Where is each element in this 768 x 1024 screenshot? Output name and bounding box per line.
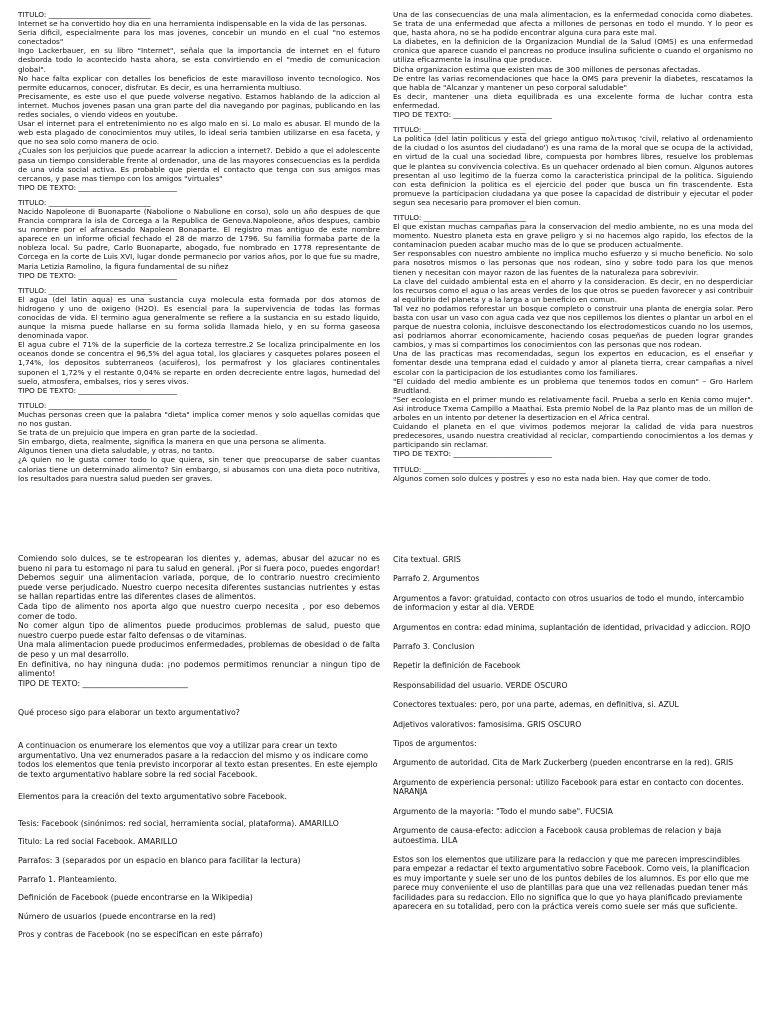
list-item: Argumentos en contra: edad minima, suplantación de identidad, privacidad y adiccion. ROJO	[393, 622, 751, 632]
paragraph: El que existan muchas campañas para la conservacion del medio ambiente, no es una moda del momento. Nuestro planeta esta en grave peligro y si no hacemos algo rapido, los efectos de la contaminacion pueden acabar mucho mas de lo que se producen actualmente.	[393, 222, 753, 250]
list-item: Argumento de autoridad. Cita de Mark Zuckerberg (pueden encontrarse en la red). GRIS	[393, 758, 734, 768]
text-block-internet	[18, 10, 380, 192]
list-item: Cita textual. GRIS	[393, 555, 461, 564]
paragraph: Ser responsables con nuestro ambiente no implica mucho esfuerzo y si mucho beneficio. No solo para nosotros mismos o las personas que nos rodean, sino y sobre todo para los que menos tienen y necesitan con mayor razon de las fuentes de la naturaleza para sobrevivir.	[393, 249, 753, 277]
paragraph: Sin embargo, dieta, realmente, significa la manera en que una persona se alimenta.	[18, 437, 327, 447]
list-item: Parrafo 1. Planteamiento.	[18, 874, 117, 884]
list-item: Adjetivos valorativos: famosisima. GRIS OSCURO	[393, 719, 582, 729]
paragraph: Ingo Lackerbauer, en su libro "Internet", señala que la importancia de internet en el futuro desborda todo lo acontecido hasta ahora, se esta convirtiendo en el "medio de comunicacion global".	[18, 46, 380, 74]
text-block-alimentacion	[18, 554, 380, 688]
paragraph: Se trata de un prejuicio que impera en gran parte de la sociedad.	[18, 428, 258, 438]
text-block-agua	[18, 286, 380, 395]
list-item: Argumento de la mayoria: "Todo el mundo sabe". FUCSIA	[393, 806, 613, 816]
title-line: TITULO: ____________________________	[18, 285, 151, 295]
text-block-dieta	[18, 401, 380, 483]
text-block-medio-ambiente	[393, 213, 753, 459]
list-item: Argumentos a favor: gratuidad, contacto con otros usuarios de todo el mundo, intercambio de informacion y estar al dia. VERDE	[393, 593, 744, 613]
paragraph: Precisamente, es este uso el que puede volverse negativo. Estamos hablando de la adiccion al internet. Muchos jovenes pasan una gran parte del dia navegando por paginas, publicando en las redes sociales, o viendo videos en youtube.	[18, 91, 380, 120]
paragraph: Debemos seguir una alimentacion variada, porque, de lo contrario nuestro crecimiento puede verse perjudicado. Nuestro cuerpo necesita diferentes sustancias nutrientes y estas se hallan repartidas entre las diferentes clases de alimentos.	[18, 573, 380, 602]
list-item: Argumento de experiencia personal: utilizo Facebook para estar en contacto con docentes. NARANJA	[393, 777, 744, 797]
list-item: Parrafo 2. Argumentos	[393, 574, 480, 584]
bottom-right-column	[393, 555, 753, 1017]
top-left-column	[18, 10, 380, 515]
paragraph: Usar el internet para el entretenimiento no es algo malo en si. Lo malo es abusar. El mundo de la web esta plagado de conocimientos muy utiles, lo ideal seria tambien utilizarse en esa faceta, y que no sea solo como manera de ocio.	[18, 119, 380, 147]
paragraph: Algunos tienen una dieta saludable, y otras, no tanto.	[18, 446, 215, 456]
list-item: Pros y contras de Facebook (no se especifican en este párrafo)	[18, 930, 263, 940]
paragraph: Algunos comen solo dulces y postres y eso no esta nada bien. Hay que comer de todo.	[393, 473, 711, 483]
paragraph: No hace falta explicar con detalles los beneficios de este maravilloso invento tecnologico. Nos permite educarnos, conocer, disfrutar. Es decir, es una herramienta multiuso.	[18, 73, 380, 92]
text-type-line: TIPO DE TEXTO: ___________________________	[18, 385, 177, 395]
text-type-line: TIPO DE TEXTO: ___________________________	[393, 449, 552, 459]
paragraph: La clave del cuidado ambiental esta en el ahorro y la consideracion. Es decir, en no desperdiciar los recursos como el agua o las areas verdes de los que otros se pueden favorecer y asi contribuir al equilibrio del planeta y a la larga a un beneficio en comun.	[393, 276, 753, 304]
paragraph: Una mala alimentacion puede producimos enfermedades, problemas de obesidad o de falta de peso y un mal desarrollo.	[18, 640, 380, 659]
list-item: Argumento de causa-efecto: adiccion a Facebook causa problemas de relacion y baja autoestima. LILA	[393, 826, 722, 845]
intro-paragraph: A continuacion os enumerare los elementos que voy a utilizar para crear un texto argumentativo. Una vez enumerados pasare a la redaccion del mismo y os indicare como todos los elementos que tenia previsto incorporar al texto estan presentes. En este ejemplo de texto argumentativo hablare sobre la red social Facebook.	[18, 740, 378, 779]
text-type-line: TIPO DE TEXTO: ___________________________	[393, 110, 552, 120]
paragraph: El agua (del latin aqua) es una sustancia cuya molecula esta formada por dos atomos de hidrogeno y uno de oxigeno (H2O). Es esencial para la supervivencia de todas las formas conocidas de vida. El termino agua generalmente se refiere a la sustancia en su estado liquido, aunque la misma puede hallarse en su forma solida llamada hielo, y en su forma gaseosa denominada vapor.	[18, 294, 380, 341]
paragraph: El agua cubre el 71% de la superficie de la corteza terrestre.2 Se localiza principalmente en los oceanos donde se concentra el 96,5% del agua total, los glaciares y casquetes polares poseen el 1,74%, los depositos subterraneos (acuiferos), los permafrost y los glaciares continentales suponen el 1,72% y el restante 0,04% se reparte en orden decreciente entre lagos, humedad del suelo, atmosfera, embalses, rios y seres vivos.	[18, 340, 380, 386]
text-type-line: TIPO DE TEXTO: ___________________________	[18, 678, 188, 688]
paragraph: Es decir, mantener una dieta equilibrada es una excelente forma de luchar contra esta enfermedad.	[393, 91, 753, 110]
paragraph: TITULO: ____________________________	[18, 10, 151, 19]
paragraph: Comiendo solo dulces, se te estropearan los dientes y, ademas, abusar del azucar no es bueno ni para tu estomago ni para tu salud en general. ¡Por si fuera poco, puedes engordar!	[18, 554, 380, 573]
closing-paragraph: Estos son los elementos que utilizare para la redaccion y que me parecen imprescindibles para empezar a redactar el texto argumentativo sobre Facebook. Como veis, la planificacion es muy importante y suele ser uno de los puntos debiles de los alumnos. Es por ello que me parece muy conveniente el uso de plantillas para que una vez rellenadas puedan tener más facilidades para su redaccion. Ello no significa que lo que yo haya planificado previamente aparecera en su totalidad, pero con la práctica vereis como suele ser más que suficiente.	[393, 854, 750, 911]
title-line: TITULO: ____________________________	[18, 197, 151, 207]
bottom-left-column	[18, 554, 380, 1016]
paragraph: "El cuidado del medio ambiente es un problema que tenemos todos en comun" – Gro Harlem Brudtland.	[393, 376, 753, 395]
paragraph: La politica (del latin politicus y esta del griego antiguo πολιτικος 'civil, relativo al ordenamiento de la ciudad o los asuntos del ciudadano') es una rama de la moral que se ocupa de la actividad, en virtud de la cual una sociedad libre, compuesta por hombres libres, resuelve los problemas que le plantea su convivencia colectiva. Es un quehacer ordenado al bien comun. Algunos autores presentan al uso legitimo de la fuerza como la caracteristica principal de la politica. Siguiendo con esta definicion la politica es el ejercicio del poder que busca un fin trascendente. Esta promueve la participacion ciudadana ya que posee la capacidad de distribuir y ejecutar el poder segun sea necesario para promover el bien comun.	[393, 134, 753, 207]
process-question: Qué proceso sigo para elaborar un texto argumentativo?	[18, 708, 240, 718]
list-item: Número de usuarios (puede encontrarse en la red)	[18, 911, 216, 921]
list-item: Tipos de argumentos:	[393, 739, 477, 749]
title-line: TITULO: ____________________________	[393, 464, 526, 474]
text-block-politica	[393, 125, 753, 207]
top-right-column	[393, 10, 753, 515]
paragraph: Muchas personas creen que la palabra "dieta" implica comer menos y solo aquellas comidas que no nos gustan.	[18, 409, 380, 429]
elements-heading: Elementos para la creación del texto argumentativo sobre Facebook.	[18, 792, 287, 802]
list-item: Titulo: La red social Facebook. AMARILLO	[18, 837, 178, 847]
paragraph: Nacido Napoleone di Buonaparte (Nabolione o Nabulione en corso), solo un año despues de que Francia comprara la isla de Corcega a la Republica de Genova.Napoleone, años despues, cambio su nombre por el afrancesado Napoleon Bonaparte. El registro mas antiguo de este nombre aparece en un informe oficial fechado el 28 de marzo de 1796. Su familia formaba parte de la nobleza local. Su padre, Carlo Buonaparte, abogado, fue nombrado en 1778 representante de Corcega en la corte de Luis XVI, lugar donde permanecio por varios años, por lo que fue su madre, Maria Letizia Ramolino, la figura fundamental de su niñez	[18, 206, 380, 271]
paragraph: Seria dificil, especialmente para los mas jovenes, concebir un mundo en el cual "no estemos conectados"	[18, 28, 380, 47]
paragraph: Cuidando el planeta en el que vivimos podemos mejorar la calidad de vida para nuestros predecesores, usando nuestra creatividad al reciclar, compartiendo conocimientos a los demas y participando sin reclamar.	[393, 422, 753, 450]
title-line: TITULO: ____________________________	[18, 400, 151, 410]
text-type-line: TIPO DE TEXTO: ___________________________	[18, 270, 177, 280]
list-item: Parrafo 3. Conclusion	[393, 642, 475, 652]
paragraph: Tal vez no podamos reforestar un bosque completo o construir una planta de energia solar. Pero basta con usar un vaso con agua cada vez que nos cepillemos los dientes o plantar un arbol en el parque de nuestra colonia, incluisve desconectando los electrodomesticos cuando no los usemos, asi podriamos ahorrar economicamente, haciendo cosas pequeñas de pueden lograr grandes cambios, y mas si compartimos los conocimientos con las personas que nos rodean.	[393, 303, 753, 350]
list-item: Tesis: Facebook (sinónimos: red social, herramienta social, plataforma). AMARILLO	[18, 818, 339, 828]
paragraph: Cada tipo de alimento nos aporta algo que nuestro cuerpo necesita , por eso debemos comer de todo.	[18, 601, 380, 621]
paragraph: ¿Cuales son los perjuicios que puede acarrear la adiccion a internet?. Debido a que el adolescente pasa un tiempo considerable frente al ordenador, una de las mayores consecuencias es la perdida de una vida social activa. Es probable que pierda el contacto que tenga con sus amigos mas cercanos, y pase mas tiempo con los amigos "virtuales"	[18, 146, 380, 183]
text-block-diabetes	[393, 10, 753, 119]
paragraph: De entre las varias recomendaciones que hace la OMS para prevenir la diabetes, rescatamos la que habla de "Alcanzar y mantener un peso corporal saludable"	[393, 73, 753, 92]
paragraph: "Ser ecologista en el primer mundo es relativamente facil. Prueba a serlo en Kenia como mujer". Asi introduce Txema Campillo a Maathai. Esta premio Nobel de la Paz planto mas de un millon de arboles en un intento por detener la desertizacion en el Africa central.	[393, 394, 753, 423]
list-item: Responsabilidad del usuario. VERDE OSCURO	[393, 680, 568, 690]
title-line: TITULO: ____________________________	[393, 212, 526, 222]
list-item: Parrafos: 3 (separados por un espacio en blanco para facilitar la lectura)	[18, 856, 301, 866]
text-block-dulces	[393, 465, 753, 483]
paragraph: Una de las practicas mas recomendadas, segun los expertos en educacion, es el enseñar y fomentar desde una temprana edad el cuidado y amor al planeta tierra, crear campañas a nivel escolar con la participacion de los estudiantes como los familiares.	[393, 349, 753, 377]
title-line: TITULO: ____________________________	[393, 125, 526, 135]
paragraph: No comer algun tipo de alimentos puede producimos problemas de salud, puesto que nuestro cuerpo puede estar falto defensas o de vitaminas.	[18, 621, 380, 640]
paragraph: Una de las consecuencias de una mala alimentacion, es la enfermedad conocida como diabetes. Se trata de una enfermedad que afecta a millones de personas en todo el mundo. Y lo peor es que, hasta ahora, no se ha podido encontrar alguna cura para este mal.	[393, 10, 753, 38]
paragraph: ¿A quien no le gusta comer todo lo que quiera, sin tener que preocuparse de saber cuantas calorias tiene un determinado alimento? Sin embargo, si abusamos con una dieta poco nutritiva, los resultados para nuestra salud pueden ser graves.	[18, 455, 380, 483]
paragraph: En definitiva, no hay ninguna duda: ¡no podemos permitimos renunciar a ningun tipo de alimento!	[18, 659, 380, 679]
list-item: Repetir la definición de Facebook	[393, 661, 521, 671]
paragraph: Internet se ha convertido hoy dia en una herramienta indispensable en la vida de las personas.	[18, 19, 367, 29]
list-item: Conectores textuales: pero, por una parte, ademas, en definitiva, si. AZUL	[393, 700, 679, 710]
paragraph: Dicha organizacion estima que existen mas de 300 millones de personas afectadas.	[393, 64, 701, 74]
paragraph: La diabetes, en la definicion de la Organizacion Mundial de la Salud (OMS) es una enfermedad cronica que aparece cuando el pancreas no produce insulina suficiente o cuando el organismo no utiliza eficazmente la insulina que produce.	[393, 37, 753, 65]
text-type-line: TIPO DE TEXTO: ___________________________	[18, 182, 177, 192]
list-item: Definición de Facebook (puede encontrarse en la Wikipedia)	[18, 893, 253, 903]
text-block-napoleon	[18, 198, 380, 280]
